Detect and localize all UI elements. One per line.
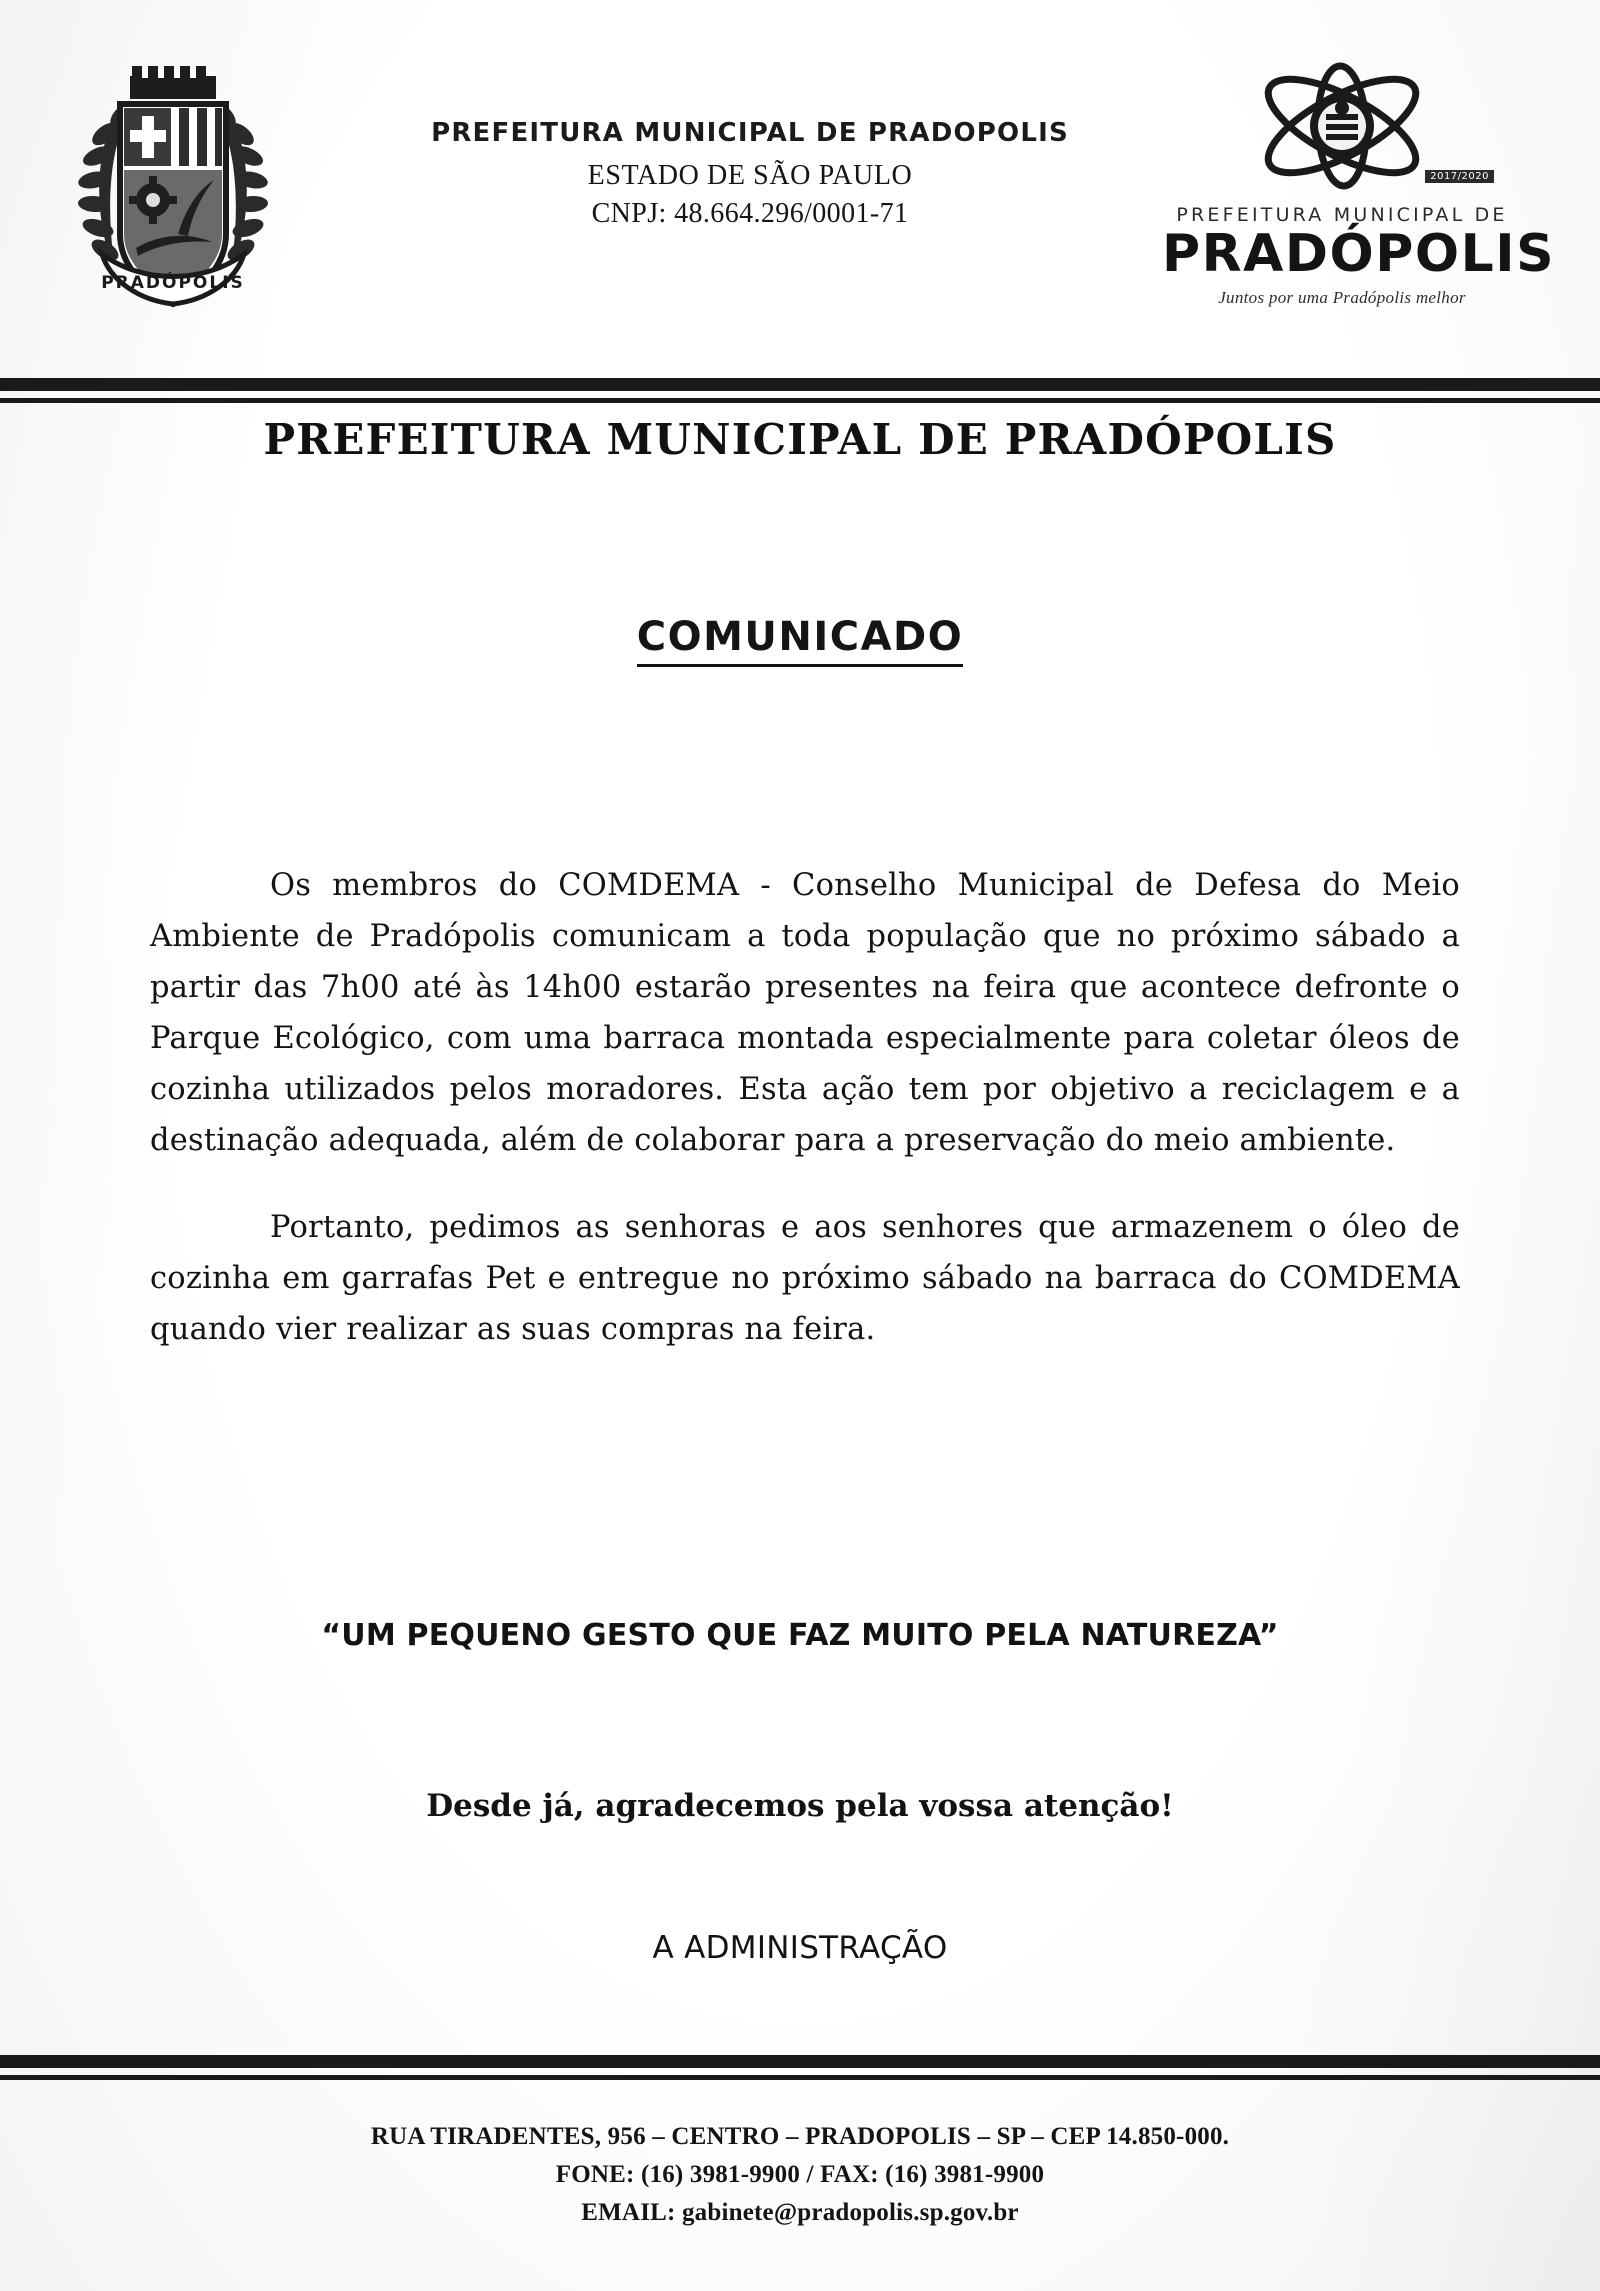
thanks-line: Desde já, agradecemos pela vossa atenção! bbox=[426, 1788, 1174, 1824]
header-cnpj: CNPJ: 48.664.296/0001-71 bbox=[591, 198, 909, 229]
header-org-line2: ESTADO DE SÃO PAULO bbox=[587, 160, 913, 191]
document-subtitle bbox=[0, 614, 1600, 660]
logo-mark-icon bbox=[1242, 52, 1442, 202]
footer-email: EMAIL: gabinete@pradopolis.sp.gov.br bbox=[581, 2199, 1019, 2226]
footer-divider bbox=[0, 2055, 1600, 2080]
document-footer bbox=[0, 2118, 1600, 2232]
page-title: PREFEITURA MUNICIPAL DE PRADÓPOLIS bbox=[263, 415, 1337, 464]
document-body bbox=[150, 860, 1460, 1391]
header-divider bbox=[0, 378, 1600, 403]
divider-gap bbox=[0, 391, 1600, 398]
document-subtitle-text: COMUNICADO bbox=[637, 614, 964, 667]
logo-city-name: PRADÓPOLIS bbox=[1162, 224, 1556, 284]
body-paragraph-1: Os membros do COMDEMA - Conselho Municipal de Defesa do Meio Ambiente de Pradópolis comunicam a toda população que no próximo sábado a partir das 7h00 até às 14h00 estarão presentes na feira que acontece defronte o Parque Ecológico, com uma barraca montada especialmente para coletar óleos de cozinha utilizados pelos moradores. Esta ação tem por objetivo a reciclagem e a destinação adequada, além de colaborar para a preservação do meio ambiente. bbox=[150, 868, 1460, 1158]
header-org-line1: PREFEITURA MUNICIPAL DE PRADOPOLIS bbox=[431, 118, 1069, 148]
campaign-slogan: “UM PEQUENO GESTO QUE FAZ MUITO PELA NATUREZA” bbox=[321, 1618, 1279, 1653]
signature-line: A ADMINISTRAÇÃO bbox=[652, 1930, 948, 1966]
divider-gap-bottom bbox=[0, 2068, 1600, 2075]
footer-address: RUA TIRADENTES, 956 – CENTRO – PRADOPOLIS – SP – CEP 14.850-000. bbox=[370, 2123, 1230, 2150]
divider-thin-line bbox=[0, 398, 1600, 403]
logo-slogan: Juntos por uma Pradópolis melhor bbox=[1218, 288, 1466, 307]
svg-text:PRADÓPOLIS: PRADÓPOLIS bbox=[101, 273, 245, 293]
divider-thick-line bbox=[0, 378, 1600, 391]
coat-of-arms-icon bbox=[58, 48, 288, 333]
logo-term-badge: 2017/2020 bbox=[1425, 170, 1494, 183]
footer-phone: FONE: (16) 3981-9900 / FAX: (16) 3981-9900 bbox=[555, 2161, 1045, 2188]
divider-thick-line-bottom bbox=[0, 2055, 1600, 2068]
divider-thin-line-bottom bbox=[0, 2075, 1600, 2080]
header-text-block bbox=[330, 118, 1170, 230]
document-header bbox=[0, 0, 1600, 370]
municipal-logo bbox=[1162, 52, 1556, 342]
logo-subtitle: PREFEITURA MUNICIPAL DE bbox=[1176, 204, 1508, 226]
body-paragraph-2: Portanto, pedimos as senhoras e aos senhores que armazenem o óleo de cozinha em garrafas Pet e entregue no próximo sábado na barraca do COMDEMA quando vier realizar as suas compras na feira. bbox=[150, 1210, 1460, 1347]
